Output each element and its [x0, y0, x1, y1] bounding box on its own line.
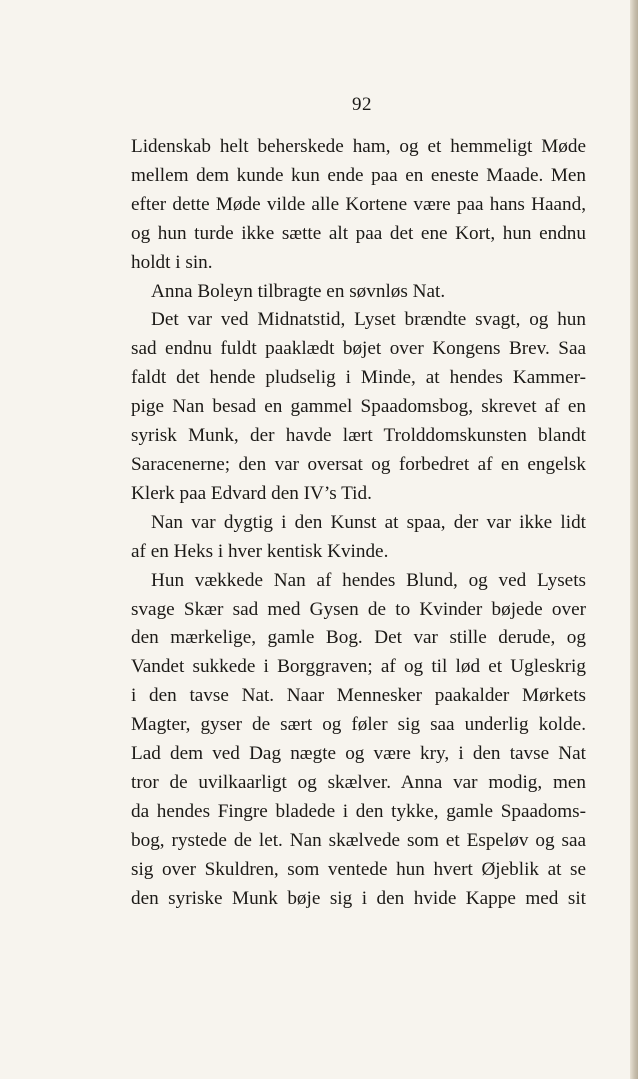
- text-line: mellem dem kunde kun ende paa en eneste Maade. Men: [131, 164, 586, 186]
- page-number: 92: [352, 94, 372, 115]
- text-line: Vandet sukkede i Borggraven; af og til lød et Ugleskrig: [131, 656, 586, 678]
- text-line: efter dette Møde vilde alle Kortene være paa hans Haand,: [131, 193, 586, 215]
- text-line: bog, rystede de let. Nan skælvede som et Espeløv og saa: [131, 829, 586, 851]
- text-line: af en Heks i hver kentisk Kvinde.: [131, 540, 389, 562]
- text-line: holdt i sin.: [131, 251, 213, 273]
- page-edge-shadow: [630, 0, 638, 1079]
- text-line: sig over Skuldren, som ventede hun hvert Øjeblik at se: [131, 858, 586, 880]
- text-line: Hun vækkede Nan af hendes Blund, og ved Lysets: [151, 569, 586, 591]
- text-line: Lad dem ved Dag nægte og være kry, i den tavse Nat: [131, 743, 586, 765]
- text-line: i den tavse Nat. Naar Mennesker paakalder Mørkets: [131, 685, 586, 707]
- body-text: [131, 133, 586, 913]
- paragraph-4: [131, 509, 586, 567]
- text-line: Anna Boleyn tilbragte en søvnløs Nat.: [151, 280, 446, 302]
- text-line: og hun turde ikke sætte alt paa det ene Kort, hun endnu: [131, 222, 586, 244]
- text-line: da hendes Fingre bladede i den tykke, gamle Spaadoms-: [131, 800, 586, 822]
- text-line: Det var ved Midnatstid, Lyset brændte svagt, og hun: [151, 309, 586, 331]
- text-line: Klerk paa Edvard den IV’s Tid.: [131, 482, 372, 504]
- paragraph-1: [131, 133, 586, 278]
- text-line: Nan var dygtig i den Kunst at spaa, der var ikke lidt: [151, 511, 586, 533]
- text-line: pige Nan besad en gammel Spaadomsbog, skrevet af en: [131, 396, 586, 418]
- text-line: sad endnu fuldt paaklædt bøjet over Kongens Brev. Saa: [131, 338, 586, 360]
- text-line: Magter, gyser de sært og føler sig saa underlig kolde.: [131, 714, 586, 736]
- paragraph-5: [131, 567, 586, 914]
- text-line: syrisk Munk, der havde lært Trolddomskunsten blandt: [131, 425, 586, 447]
- paragraph-3: [131, 306, 586, 508]
- text-line: svage Skær sad med Gysen de to Kvinder bøjede over: [131, 598, 586, 620]
- text-line: den syriske Munk bøje sig i den hvide Kappe med sit: [131, 887, 586, 909]
- paragraph-2: [131, 278, 586, 307]
- text-line: faldt det hende pludselig i Minde, at hendes Kammer-: [131, 367, 586, 389]
- text-line: tror de uvilkaarligt og skælver. Anna var modig, men: [131, 771, 586, 793]
- text-line: den mærkelige, gamle Bog. Det var stille derude, og: [131, 627, 586, 649]
- text-line: Saracenerne; den var oversat og forbedret af en engelsk: [131, 453, 586, 475]
- text-line: Lidenskab helt beherskede ham, og et hemmeligt Møde: [131, 136, 586, 157]
